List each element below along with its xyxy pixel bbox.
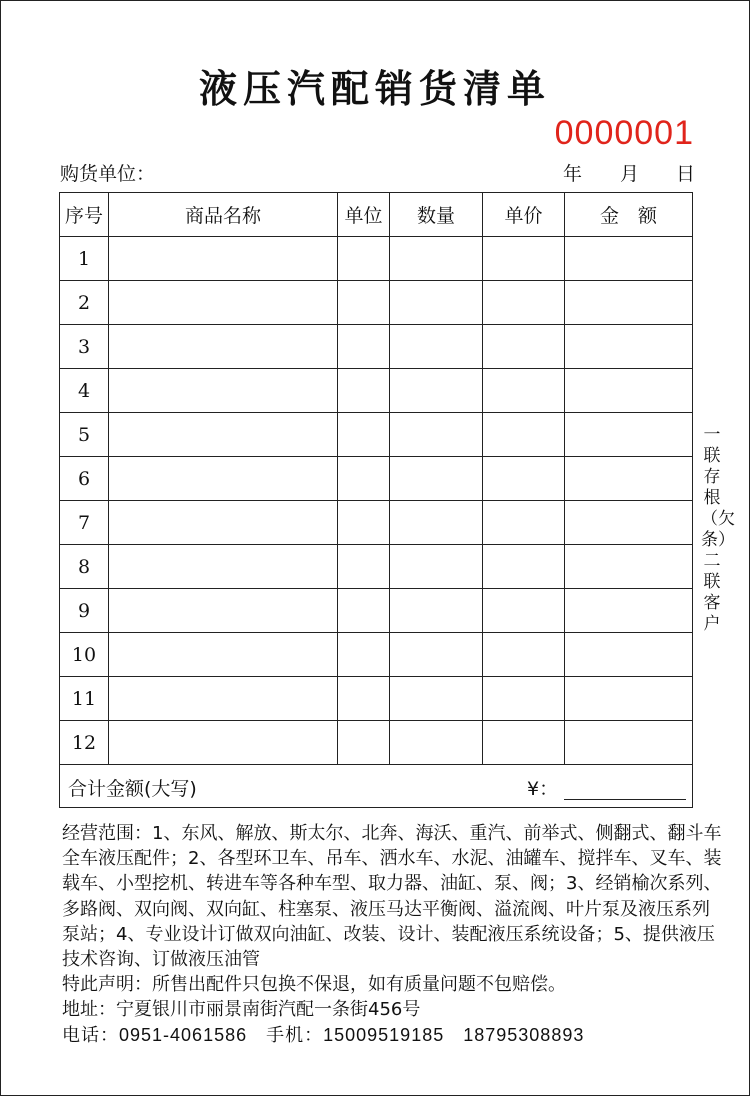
amount-cell[interactable] (565, 545, 693, 589)
header-amount: 金 额 (565, 193, 693, 237)
product-name-cell[interactable] (109, 369, 338, 413)
unit-price-cell[interactable] (483, 633, 565, 677)
footer (62, 821, 722, 1048)
table-row (60, 545, 693, 589)
unit-price-cell[interactable] (483, 501, 565, 545)
quantity-cell[interactable] (390, 633, 483, 677)
unit-price-cell[interactable] (483, 589, 565, 633)
unit-price-cell[interactable] (483, 677, 565, 721)
total-amount-label: 合计金额(大写) (68, 778, 197, 800)
table-row (60, 457, 693, 501)
row-index: 5 (60, 413, 109, 457)
unit-price-cell[interactable] (483, 369, 565, 413)
amount-cell[interactable] (565, 589, 693, 633)
quantity-cell[interactable] (390, 413, 483, 457)
header-index: 序号 (60, 193, 109, 237)
quantity-cell[interactable] (390, 501, 483, 545)
unit-cell[interactable] (338, 633, 390, 677)
unit-price-cell[interactable] (483, 237, 565, 281)
amount-cell[interactable] (565, 501, 693, 545)
amount-cell[interactable] (565, 413, 693, 457)
serial-number: 0000001 (554, 114, 694, 152)
product-name-cell[interactable] (109, 325, 338, 369)
quantity-cell[interactable] (390, 677, 483, 721)
product-name-cell[interactable] (109, 589, 338, 633)
table-row (60, 633, 693, 677)
table-header-row (60, 193, 693, 237)
amount-cell[interactable] (565, 369, 693, 413)
table-row (60, 281, 693, 325)
row-index: 2 (60, 281, 109, 325)
quantity-cell[interactable] (390, 721, 483, 765)
product-name-cell[interactable] (109, 413, 338, 457)
unit-cell[interactable] (338, 501, 390, 545)
table-row (60, 721, 693, 765)
quantity-cell[interactable] (390, 237, 483, 281)
amount-cell[interactable] (565, 721, 693, 765)
unit-price-cell[interactable] (483, 413, 565, 457)
quantity-cell[interactable] (390, 325, 483, 369)
unit-price-cell[interactable] (483, 457, 565, 501)
row-index: 12 (60, 721, 109, 765)
unit-price-cell[interactable] (483, 281, 565, 325)
table-row (60, 677, 693, 721)
unit-cell[interactable] (338, 237, 390, 281)
row-index: 10 (60, 633, 109, 677)
buyer-label: 购货单位： (60, 163, 156, 185)
quantity-cell[interactable] (390, 545, 483, 589)
quantity-cell[interactable] (390, 281, 483, 325)
total-row (60, 765, 693, 808)
table-row (60, 325, 693, 369)
product-name-cell[interactable] (109, 721, 338, 765)
table-row (60, 369, 693, 413)
table-row (60, 413, 693, 457)
date-year-label: 年 (563, 163, 583, 185)
table-row (60, 589, 693, 633)
row-index: 6 (60, 457, 109, 501)
date-month-label: 月 (620, 163, 640, 185)
row-index: 9 (60, 589, 109, 633)
product-name-cell[interactable] (109, 633, 338, 677)
total-amount-line[interactable] (564, 799, 686, 800)
header-quantity: 数量 (390, 193, 483, 237)
amount-cell[interactable] (565, 677, 693, 721)
unit-price-cell[interactable] (483, 545, 565, 589)
row-index: 8 (60, 545, 109, 589)
unit-cell[interactable] (338, 281, 390, 325)
page-title: 液压汽配销货清单 (198, 66, 551, 111)
unit-cell[interactable] (338, 545, 390, 589)
amount-cell[interactable] (565, 325, 693, 369)
amount-cell[interactable] (565, 281, 693, 325)
header-unit: 单位 (338, 193, 390, 237)
unit-cell[interactable] (338, 369, 390, 413)
business-scope: 经营范围：1、东风、解放、斯太尔、北奔、海沃、重汽、前举式、侧翻式、翻斗车全车液压配件；2、各型环卫车、吊车、洒水车、水泥、油罐车、搅拌车、叉车、装载车、小型挖机、转进车等各种车型、取力器、油缸、泵、阀；3、经销榆次系列、多路阀、双向阀、双向缸、柱塞泵、液压马达平衡阀、溢流阀、叶片泵及液压系列泵站；4、专业设计订做双向油缸、改装、设计、装配液压系统设备；5、提供液压技术咨询、订做液压油管 (62, 823, 722, 971)
unit-cell[interactable] (338, 457, 390, 501)
row-index: 1 (60, 237, 109, 281)
unit-cell[interactable] (338, 413, 390, 457)
copy-side-note: 一联存根（欠条）二联客户 (701, 425, 735, 634)
product-name-cell[interactable] (109, 545, 338, 589)
quantity-cell[interactable] (390, 457, 483, 501)
header-product-name: 商品名称 (109, 193, 338, 237)
sales-table (59, 192, 693, 808)
amount-cell[interactable] (565, 633, 693, 677)
product-name-cell[interactable] (109, 457, 338, 501)
product-name-cell[interactable] (109, 281, 338, 325)
table-row (60, 501, 693, 545)
phone: 电话：0951-4061586 手机：15009519185 18795308893 (62, 1024, 585, 1045)
table-row (60, 237, 693, 281)
product-name-cell[interactable] (109, 677, 338, 721)
quantity-cell[interactable] (390, 369, 483, 413)
unit-cell[interactable] (338, 721, 390, 765)
row-index: 4 (60, 369, 109, 413)
unit-cell[interactable] (338, 589, 390, 633)
address: 地址：宁夏银川市丽景南街汽配一条街456号 (62, 999, 421, 1021)
unit-cell[interactable] (338, 677, 390, 721)
unit-price-cell[interactable] (483, 325, 565, 369)
header-unit-price: 单价 (483, 193, 565, 237)
yen-label: ¥： (527, 778, 559, 800)
unit-price-cell[interactable] (483, 721, 565, 765)
product-name-cell[interactable] (109, 237, 338, 281)
amount-cell[interactable] (565, 457, 693, 501)
amount-cell[interactable] (565, 237, 693, 281)
row-index: 7 (60, 501, 109, 545)
quantity-cell[interactable] (390, 589, 483, 633)
statement: 特此声明：所售出配件只包换不保退，如有质量问题不包赔偿。 (62, 974, 566, 996)
row-index: 3 (60, 325, 109, 369)
unit-cell[interactable] (338, 325, 390, 369)
date-day-label: 日 (676, 163, 696, 185)
row-index: 11 (60, 677, 109, 721)
product-name-cell[interactable] (109, 501, 338, 545)
